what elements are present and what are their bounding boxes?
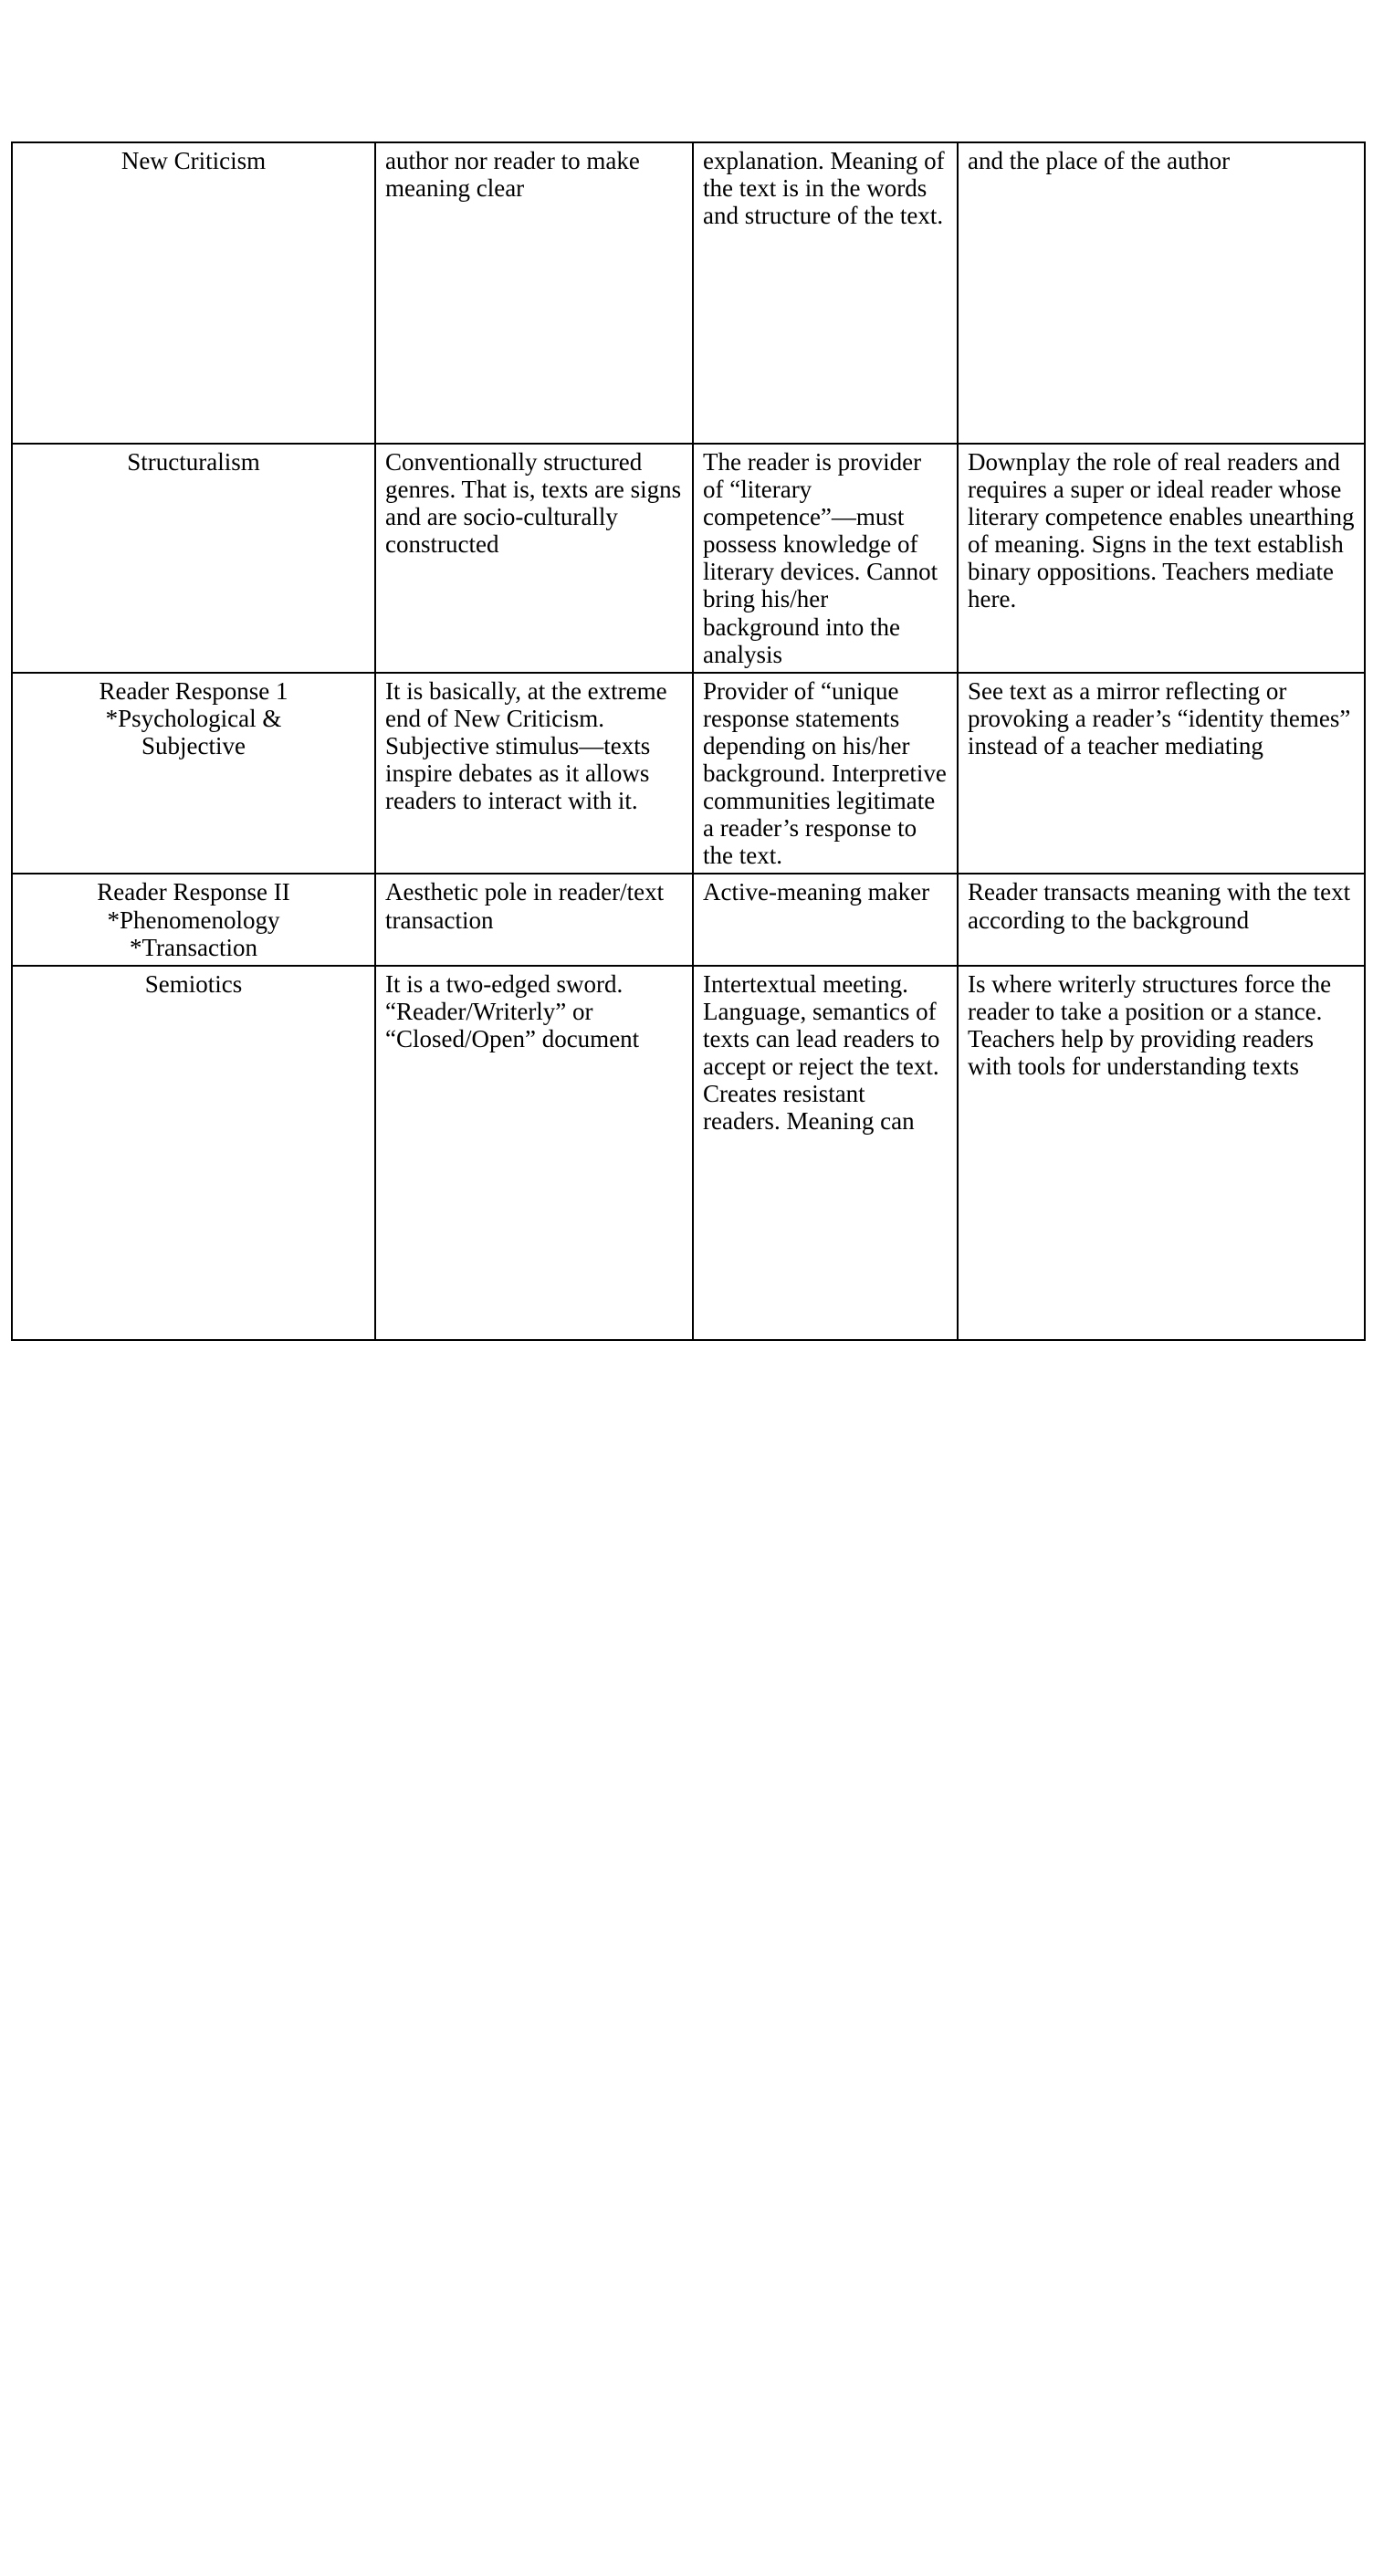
theory-text-cell — [375, 142, 693, 444]
table-row — [12, 444, 1365, 673]
theory-implication-cell — [958, 444, 1365, 673]
cell-text: Reader transacts meaning with the text according to the background — [968, 878, 1351, 934]
theory-name-cell — [12, 874, 375, 965]
theory-name-line: *Transaction — [130, 933, 257, 961]
theory-text-cell — [375, 874, 693, 965]
theory-implication-cell — [958, 142, 1365, 444]
cell-text: author nor reader to make meaning clear — [385, 147, 640, 203]
theory-reader-role-cell — [693, 673, 958, 874]
table-row — [12, 966, 1365, 1340]
theory-name-line: Semiotics — [144, 969, 243, 998]
cell-text: Conventionally structured genres. That is, texts are signs and are socio-culturally constructed — [385, 448, 682, 559]
cell-text: Aesthetic pole in reader/text transaction — [385, 878, 665, 934]
theory-implication-cell — [958, 966, 1365, 1340]
theory-text-cell — [375, 966, 693, 1340]
theory-reader-role-cell — [693, 142, 958, 444]
theory-comparison-table-container — [11, 141, 1364, 1341]
theory-reader-role-cell — [693, 444, 958, 673]
table-row — [12, 142, 1365, 444]
cell-text: Downplay the role of real readers and requires a super or ideal reader whose literary competence enables unearthing of meaning. Signs in the text establish binary oppositions. Teachers mediate here. — [968, 448, 1355, 613]
table-row — [12, 673, 1365, 874]
theory-name-cell — [12, 673, 375, 874]
theory-name-cell — [12, 966, 375, 1340]
theory-text-cell — [375, 444, 693, 673]
theory-name-cell — [12, 142, 375, 444]
cell-text: Intertextual meeting. Language, semantics of texts can lead readers to accept or reject the text. Creates resistant readers. Meaning can — [703, 969, 940, 1136]
cell-text: Provider of “unique response statements depending on his/her background. Interpretive communities legitimate a reader’s response to the text. — [703, 676, 947, 870]
theory-name-line: *Psychological & — [105, 704, 282, 732]
cell-text: The reader is provider of “literary competence”—must possess knowledge of literary devices. Cannot bring his/her background into the analysis — [703, 448, 938, 668]
cell-text: and the place of the author — [968, 147, 1231, 174]
cell-text: See text as a mirror reflecting or provoking a reader’s “identity themes” instead of a teacher mediating — [968, 676, 1351, 759]
theory-implication-cell — [958, 874, 1365, 965]
theory-name-line: *Phenomenology — [107, 906, 280, 934]
cell-text: It is a two-edged sword. “Reader/Writerly” or “Closed/Open” document — [385, 969, 640, 1052]
theory-reader-role-cell — [693, 966, 958, 1340]
theory-comparison-table — [11, 141, 1366, 1341]
theory-name-line: Structuralism — [127, 448, 260, 476]
cell-text: explanation. Meaning of the text is in the words and structure of the text. — [703, 147, 945, 230]
theory-name-line: Reader Response 1 — [99, 676, 288, 705]
cell-text: Active-meaning maker — [703, 878, 930, 906]
cell-text: It is basically, at the extreme end of New Criticism. Subjective stimulus—texts inspire debates as it allows readers to interact with it. — [385, 676, 667, 815]
theory-text-cell — [375, 673, 693, 874]
theory-name-line: Reader Response II — [97, 878, 290, 906]
theory-name-line: New Criticism — [121, 147, 267, 174]
theory-reader-role-cell — [693, 874, 958, 965]
theory-implication-cell — [958, 673, 1365, 874]
theory-name-line: Subjective — [141, 731, 246, 759]
theory-name-cell — [12, 444, 375, 673]
cell-text: Is where writerly structures force the reader to take a position or a stance. Teachers help by providing readers with tools for understanding texts — [968, 969, 1332, 1080]
table-row — [12, 874, 1365, 965]
